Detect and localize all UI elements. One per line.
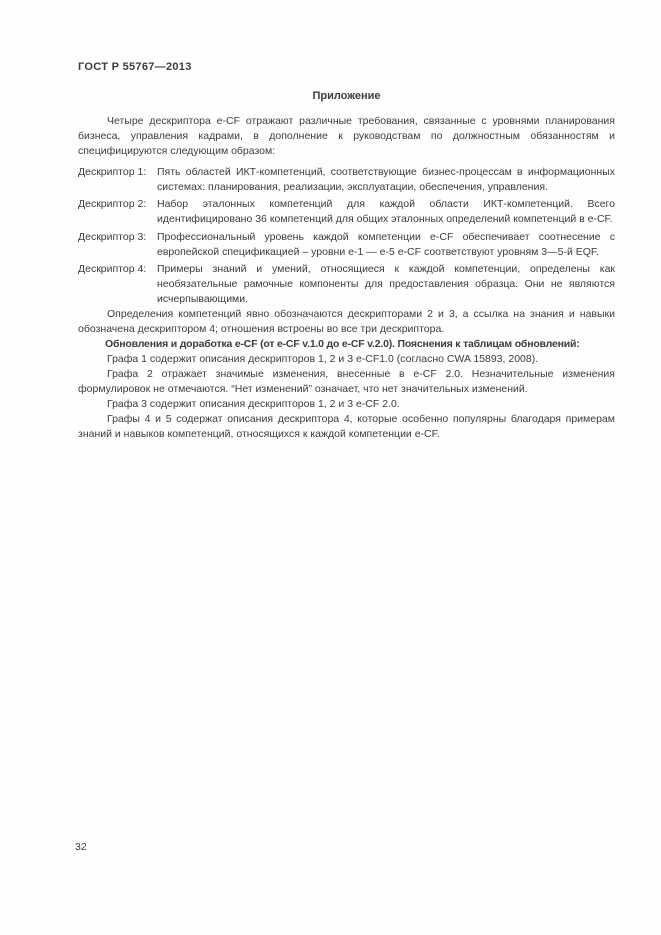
- definitions-paragraph: Определения компетенций явно обозначаются дескрипторами 2 и 3, а ссылка на знания и навыки обозначена дескриптором 4; отношения встроены во все три дескриптора.: [78, 308, 615, 335]
- descriptor-text: Профессиональный уровень каждой компетенции e-CF обеспечивает соотнесение с европейской спецификацией – уровни e-1 — e-5 e-CF соответствуют уровням 3—5-й EQF.: [157, 230, 615, 258]
- descriptor-item-1: [78, 165, 615, 195]
- descriptor-text: Набор эталонных компетенций для каждой области ИКТ-компетенций. Всего идентифицировано 36 компетенций для общих эталонных определений компетенций в e-CF.: [157, 198, 615, 225]
- intro-paragraph: Четыре дескриптора e-CF отражают различные требования, связанные с уровнями планирования бизнеса, управления кадрами, в дополнение к руководствам по должностным обязанностям и специфицируются следующим образом:: [78, 115, 615, 157]
- descriptor-list: [78, 165, 615, 308]
- page-number: 32: [75, 841, 87, 853]
- descriptor-item-4: [78, 262, 615, 307]
- descriptor-label: Дескриптор 2:: [78, 198, 147, 210]
- grafa-paragraph-1: Графа 1 содержит описания дескрипторов 1, 2 и 3 e-CF1.0 (согласно CWA 15893, 2008).: [107, 353, 539, 365]
- descriptor-label: Дескриптор 1:: [78, 165, 147, 178]
- grafa-paragraph-2: Графа 2 отражает значимые изменения, внесенные в e-CF 2.0. Незначительные изменения формулировок не отмечаются. “Нет изменений” означает, что нет значительных изменений.: [78, 368, 615, 395]
- descriptor-label: Дескриптор 3:: [78, 230, 147, 243]
- document-body: [78, 114, 615, 442]
- appendix-heading: Приложение: [312, 90, 381, 102]
- grafa-paragraph-4: Графы 4 и 5 содержат описания дескриптора 4, которые особенно популярны благодаря примерам знаний и навыков компетенций, относящихся к каждой компетенции e-CF.: [78, 413, 615, 440]
- descriptor-text: Пять областей ИКТ-компетенций, соответствующие бизнес-процессам в информационных системах: планирования, реализации, эксплуатации, обеспечения, управления.: [157, 165, 615, 193]
- descriptor-label: Дескриптор 4:: [78, 263, 147, 275]
- grafa-paragraph-3: Графа 3 содержит описания дескрипторов 1, 2 и 3 e-CF 2.0.: [107, 398, 400, 410]
- document-number: ГОСТ Р 55767—2013: [78, 61, 192, 73]
- descriptor-text: Примеры знаний и умений, относящиеся к каждой компетенции, определены как необязательные рамочные компоненты для предоставления образца. Они не являются исчерпывающими.: [157, 263, 615, 305]
- updates-heading: Обновления и доработка e-CF (от e-CF v.1.0 до e-CF v.2.0). Пояснения к таблицам обновлений:: [105, 338, 580, 350]
- descriptor-item-2: [78, 197, 615, 227]
- descriptor-item-3: [78, 230, 615, 260]
